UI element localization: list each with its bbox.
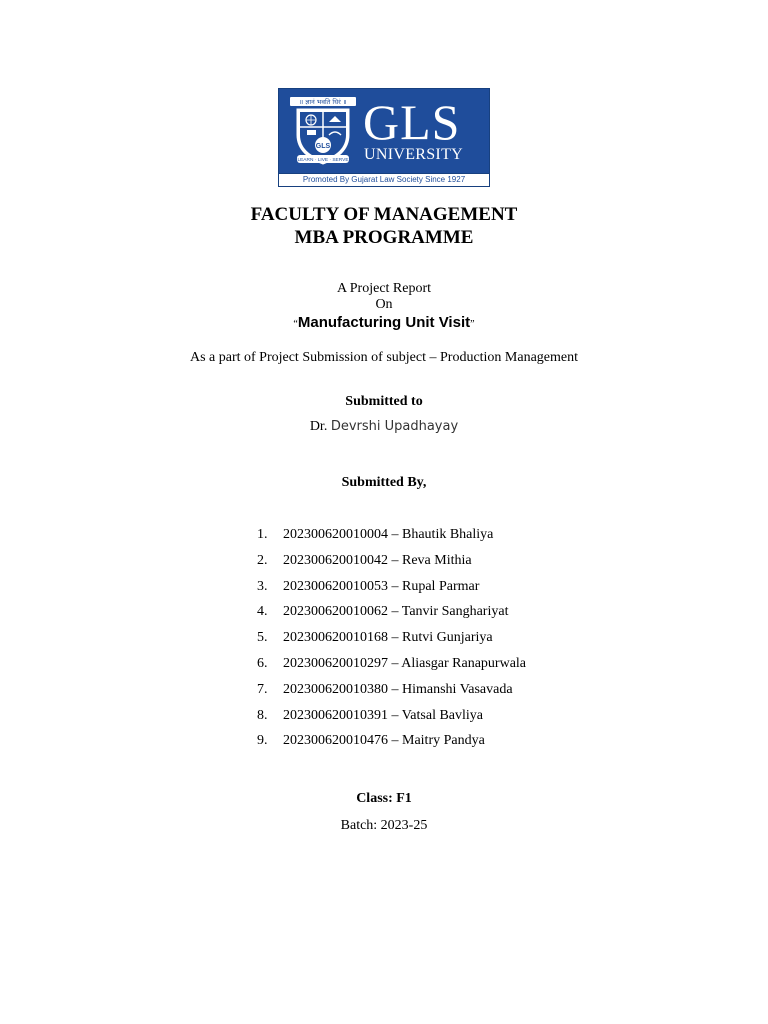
list-item: 2. 202300620010042 – Reva Mithia xyxy=(257,552,472,568)
logo-wordmark: GLS xyxy=(363,94,461,150)
svg-text:GLS: GLS xyxy=(315,143,331,150)
list-item: 6. 202300620010297 – Aliasgar Ranapurwala xyxy=(257,655,527,671)
list-item: 9. 202300620010476 – Maitry Pandya xyxy=(257,733,485,749)
report-on: On xyxy=(375,297,393,312)
members-list xyxy=(257,526,526,758)
gls-university-logo xyxy=(278,88,490,187)
list-item: 3. 202300620010053 – Rupal Parmar xyxy=(257,578,480,594)
advisor xyxy=(0,419,768,435)
list-item: 4. 202300620010062 – Tanvir Sanghariyat xyxy=(257,604,509,620)
logo-subtitle: UNIVERSITY xyxy=(364,146,463,163)
logo-tagline: Promoted By Gujarat Law Society Since 1927 xyxy=(279,173,489,186)
list-item: 5. 202300620010168 – Rutvi Gunjariya xyxy=(257,630,493,646)
list-item: 1. 202300620010004 – Bhautik Bhaliya xyxy=(257,527,494,542)
programme-heading: MBA PROGRAMME xyxy=(294,227,474,248)
faculty-heading: FACULTY OF MANAGEMENT xyxy=(250,204,518,225)
submitted-to-label: Submitted to xyxy=(345,394,423,409)
batch-label: Batch: 2023-25 xyxy=(340,818,428,833)
report-title-text: Manufacturing Unit Visit xyxy=(297,314,471,331)
report-purpose: As a part of Project Submission of subject – Production Management xyxy=(189,350,579,365)
report-type: A Project Report xyxy=(336,281,432,296)
list-item: 7. 202300620010380 – Himanshi Vasavada xyxy=(257,681,513,697)
list-item: 8. 202300620010391 – Vatsal Bavliya xyxy=(257,707,484,723)
svg-text:LEARN · LIVE · SERVE: LEARN · LIVE · SERVE xyxy=(297,158,349,163)
svg-text:॥ ज्ञानं भवति धिरं ॥: ॥ ज्ञानं भवति धिरं ॥ xyxy=(299,98,347,107)
advisor-name: Devrshi Upadhayay xyxy=(330,419,459,434)
close-quote: ” xyxy=(470,319,475,330)
advisor-prefix: Dr. xyxy=(309,419,328,434)
class-label: Class: F1 xyxy=(356,791,412,806)
university-crest-icon xyxy=(287,95,359,167)
report-title xyxy=(0,313,768,335)
submitted-by-label: Submitted By, xyxy=(341,475,427,490)
open-quote: “ xyxy=(293,319,298,330)
